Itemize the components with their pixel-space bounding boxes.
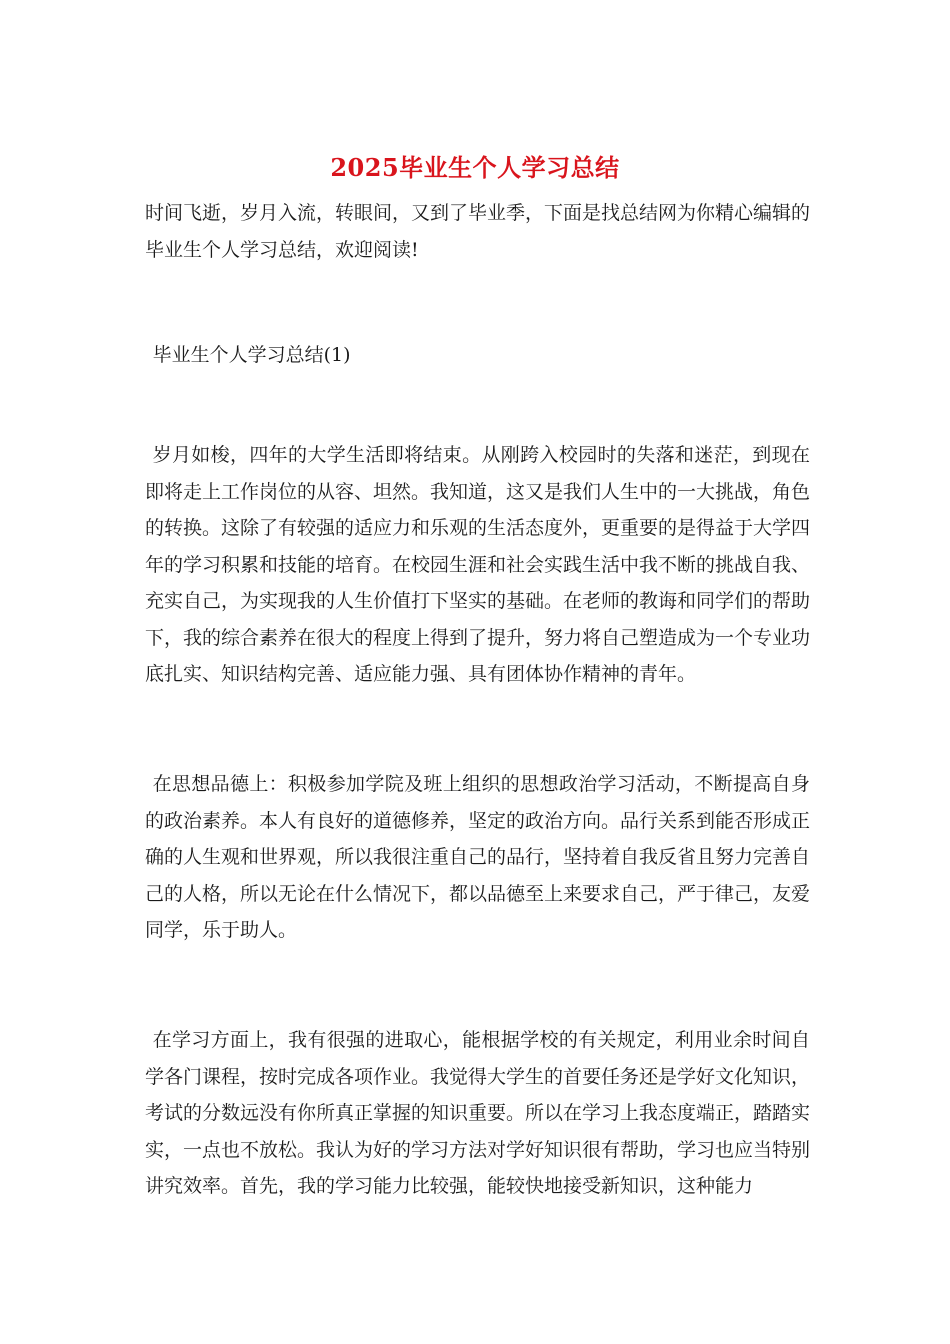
body-paragraph-2 [145, 766, 810, 949]
intro-paragraph [145, 195, 810, 268]
body-paragraph-3 [145, 1022, 810, 1205]
section-heading [145, 337, 810, 374]
body-paragraph-text: 在学习方面上，我有很强的进取心，能根据学校的有关规定，利用业余时间自学各门课程，按时完成各项作业。我觉得大学生的首要任务还是学好文化知识，考试的分数远没有你所真正掌握的知识重要。所以在学习上我态度端正，踏踏实实，一点也不放松。我认为好的学习方法对学好知识很有帮助，学习也应当特别讲究效率。首先，我的学习能力比较强，能较快地接受新知识，这种能力 [145, 1029, 811, 1197]
section-heading-text: 毕业生个人学习总结(1) [152, 344, 351, 366]
intro-text: 时间飞逝，岁月入流，转眼间，又到了毕业季，下面是找总结网为你精心编辑的毕业生个人学习总结，欢迎阅读! [145, 202, 811, 261]
document-title: 2025毕业生个人学习总结 [330, 153, 620, 182]
body-paragraph-text: 在思想品德上：积极参加学院及班上组织的思想政治学习活动，不断提高自身的政治素养。本人有良好的道德修养，坚定的政治方向。品行关系到能否形成正确的人生观和世界观，所以我很注重自己的品行，坚持着自我反省且努力完善自己的人格，所以无论在什么情况下，都以品德至上来要求自己，严于律己，友爱同学，乐于助人。 [145, 773, 811, 941]
body-paragraph-text: 岁月如梭，四年的大学生活即将结束。从刚跨入校园时的失落和迷茫，到现在即将走上工作岗位的从容、坦然。我知道，这又是我们人生中的一大挑战，角色的转换。这除了有较强的适应力和乐观的生活态度外，更重要的是得益于大学四年的学习积累和技能的培育。在校园生涯和社会实践生活中我不断的挑战自我、充实自己，为实现我的人生价值打下坚实的基础。在老师的教诲和同学们的帮助下，我的综合素养在很大的程度上得到了提升，努力将自己塑造成为一个专业功底扎实、知识结构完善、适应能力强、具有团体协作精神的青年。 [145, 444, 811, 685]
body-paragraph-1 [145, 437, 810, 693]
